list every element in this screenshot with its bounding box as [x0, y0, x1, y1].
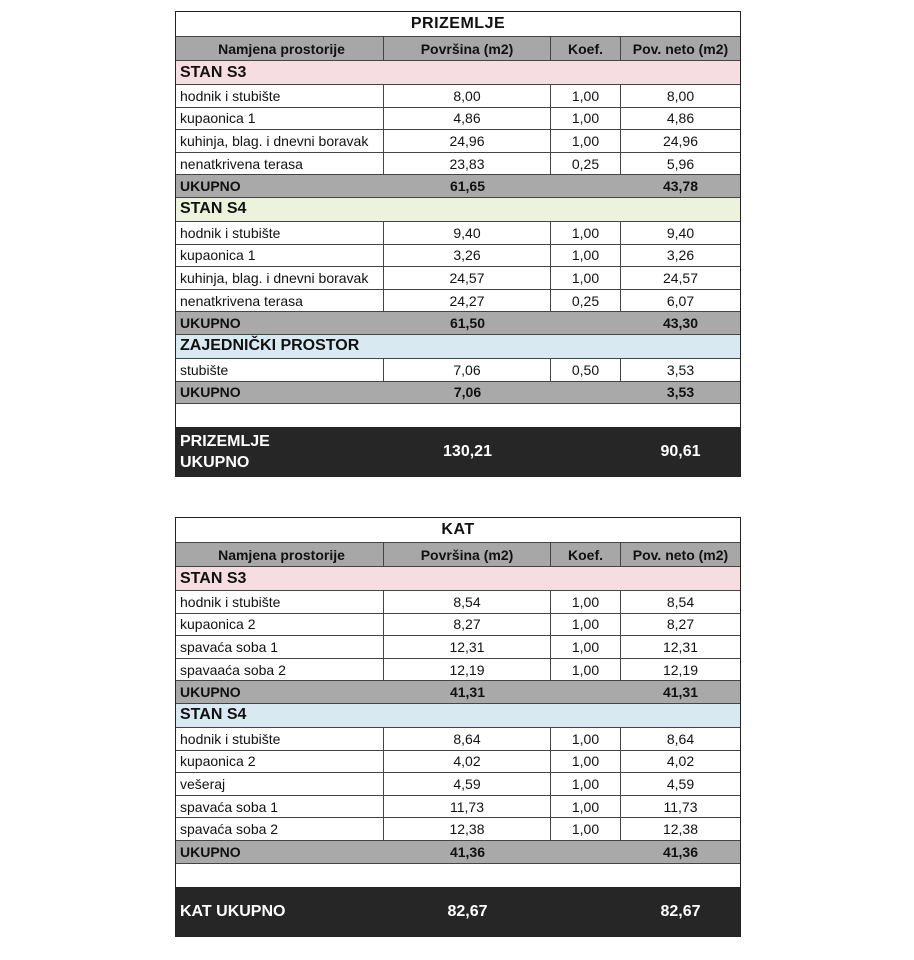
- table-row: [176, 289, 740, 312]
- cell-coef: 1,00: [551, 614, 621, 636]
- cell-area: 11,73: [384, 796, 551, 818]
- cell-coef: 1,00: [551, 245, 621, 267]
- total-label: UKUPNO: [180, 684, 241, 701]
- total-net: 3,53: [666, 384, 695, 401]
- total-row: [176, 381, 740, 404]
- total-label: UKUPNO: [180, 843, 241, 860]
- col-header-net: Pov. neto (m2): [632, 546, 729, 563]
- table-title: KAT: [176, 517, 740, 542]
- total-area: 41,31: [449, 684, 486, 701]
- cell-name: kupaonica 2: [176, 614, 384, 636]
- col-header-area: Površina (m2): [384, 543, 551, 566]
- table-row: [176, 795, 740, 818]
- cell-name: kuhinja, blag. i dnevni boravak: [176, 267, 384, 289]
- grand-total-label-line1: PRIZEMLJE: [180, 433, 270, 451]
- cell-name: nenatkrivena terasa: [176, 290, 384, 312]
- total-coef-empty: [551, 841, 621, 863]
- total-area: 41,36: [449, 843, 486, 860]
- cell-name: spavaća soba 1: [176, 636, 384, 658]
- col-header-name: Namjena prostorije: [176, 37, 384, 60]
- grand-total-row: [176, 427, 740, 477]
- total-net: 43,30: [662, 315, 699, 332]
- cell-area: 8,00: [384, 85, 551, 107]
- cell-area: 9,40: [384, 222, 551, 244]
- grand-total-area: 82,67: [447, 902, 488, 920]
- cell-area: 4,86: [384, 108, 551, 130]
- cell-name: hodnik i stubište: [176, 222, 384, 244]
- table-row: [176, 590, 740, 613]
- total-label: UKUPNO: [180, 384, 241, 401]
- cell-net: 24,96: [662, 132, 699, 149]
- spacer-row: [176, 403, 740, 427]
- cell-coef: 1,00: [551, 85, 621, 107]
- cell-name: spavaća soba 1: [176, 796, 384, 818]
- total-net: 41,31: [662, 684, 699, 701]
- cell-net: 24,57: [662, 269, 699, 286]
- cell-net: 3,26: [666, 247, 695, 264]
- cell-name: hodnik i stubište: [176, 591, 384, 613]
- cell-net: 4,59: [666, 775, 695, 792]
- prizemlje-table: [175, 11, 741, 477]
- col-header-net: Pov. neto (m2): [632, 40, 729, 57]
- cell-net: 6,07: [666, 292, 695, 309]
- table-row: [176, 152, 740, 175]
- cell-name: nenatkrivena terasa: [176, 153, 384, 175]
- header-row: [176, 542, 740, 566]
- cell-area: 23,83: [384, 153, 551, 175]
- cell-area: 24,96: [384, 130, 551, 152]
- total-row: [176, 680, 740, 703]
- cell-net: 12,19: [662, 661, 699, 678]
- cell-name: spavaća soba 2: [176, 818, 384, 840]
- cell-name: spavaaća soba 2: [176, 659, 384, 681]
- cell-net: 12,38: [662, 821, 699, 838]
- total-coef-empty: [551, 312, 621, 334]
- table-row: [176, 750, 740, 773]
- cell-coef: 0,25: [551, 153, 621, 175]
- cell-area: 4,02: [384, 751, 551, 773]
- cell-net: 8,64: [666, 730, 695, 747]
- col-header-coef: Koef.: [551, 543, 621, 566]
- cell-area: 24,57: [384, 267, 551, 289]
- grand-total-label: KAT UKUPNO: [180, 903, 286, 921]
- cell-net: 8,00: [666, 87, 695, 104]
- cell-area: 12,31: [384, 636, 551, 658]
- cell-name: kupaonica 2: [176, 751, 384, 773]
- cell-coef: 1,00: [551, 108, 621, 130]
- total-area: 61,50: [449, 315, 486, 332]
- section-title: ZAJEDNIČKI PROSTOR: [176, 334, 740, 358]
- cell-name: hodnik i stubište: [176, 85, 384, 107]
- cell-coef: 1,00: [551, 267, 621, 289]
- cell-coef: 1,00: [551, 773, 621, 795]
- table-row: [176, 658, 740, 681]
- grand-total-net: 82,67: [660, 902, 701, 920]
- grand-total-label-line2: UKUPNO: [180, 454, 250, 472]
- col-header-name: Namjena prostorije: [176, 543, 384, 566]
- table-row: [176, 635, 740, 658]
- table-row: [176, 84, 740, 107]
- total-label: UKUPNO: [180, 315, 241, 332]
- cell-name: kupaonica 1: [176, 245, 384, 267]
- table-row: [176, 129, 740, 152]
- table-row: [176, 727, 740, 750]
- total-row: [176, 840, 740, 863]
- grand-total-row: [176, 887, 740, 937]
- cell-area: 8,27: [384, 614, 551, 636]
- cell-coef: 1,00: [551, 659, 621, 681]
- cell-area: 24,27: [384, 290, 551, 312]
- total-row: [176, 311, 740, 334]
- total-row: [176, 174, 740, 197]
- header-row: [176, 36, 740, 60]
- table-row: [176, 107, 740, 130]
- cell-coef: 0,50: [551, 359, 621, 381]
- cell-coef: 1,00: [551, 591, 621, 613]
- table-row: [176, 613, 740, 636]
- total-coef-empty: [551, 175, 621, 197]
- cell-net: 11,73: [663, 798, 698, 815]
- col-header-area: Površina (m2): [384, 37, 551, 60]
- table-row: [176, 244, 740, 267]
- total-area: 61,65: [449, 178, 486, 195]
- cell-name: kupaonica 1: [176, 108, 384, 130]
- cell-coef: 1,00: [551, 751, 621, 773]
- col-header-coef: Koef.: [551, 37, 621, 60]
- total-label: UKUPNO: [180, 178, 241, 195]
- cell-area: 7,06: [384, 359, 551, 381]
- cell-coef: 0,25: [551, 290, 621, 312]
- cell-net: 5,96: [666, 155, 695, 172]
- total-net: 41,36: [662, 843, 699, 860]
- cell-area: 8,64: [384, 728, 551, 750]
- cell-name: hodnik i stubište: [176, 728, 384, 750]
- cell-coef: 1,00: [551, 222, 621, 244]
- cell-net: 8,27: [666, 616, 695, 633]
- table-row: [176, 817, 740, 840]
- spacer-row: [176, 863, 740, 887]
- grand-total-label: [176, 431, 384, 473]
- cell-coef: 1,00: [551, 796, 621, 818]
- cell-area: 3,26: [384, 245, 551, 267]
- cell-area: 12,19: [384, 659, 551, 681]
- cell-coef: 1,00: [551, 130, 621, 152]
- cell-net: 9,40: [666, 224, 695, 241]
- table-row: [176, 772, 740, 795]
- kat-table: [175, 517, 741, 937]
- total-area: 7,06: [453, 384, 482, 401]
- total-net: 43,78: [662, 178, 699, 195]
- section-title: STAN S3: [176, 60, 740, 84]
- total-coef-empty: [551, 382, 621, 404]
- cell-area: 12,38: [384, 818, 551, 840]
- cell-net: 4,02: [666, 753, 695, 770]
- cell-name: stubište: [176, 359, 384, 381]
- cell-net: 8,54: [666, 593, 695, 610]
- grand-total-net: 90,61: [660, 443, 701, 461]
- cell-net: 4,86: [666, 110, 695, 127]
- cell-coef: 1,00: [551, 818, 621, 840]
- cell-net: 12,31: [662, 638, 699, 655]
- cell-coef: 1,00: [551, 728, 621, 750]
- cell-name: kuhinja, blag. i dnevni boravak: [176, 130, 384, 152]
- cell-area: 8,54: [384, 591, 551, 613]
- total-coef-empty: [551, 681, 621, 703]
- cell-area: 4,59: [384, 773, 551, 795]
- section-title: STAN S4: [176, 703, 740, 727]
- table-row: [176, 266, 740, 289]
- section-title: STAN S3: [176, 566, 740, 590]
- table-title: PRIZEMLJE: [176, 11, 740, 36]
- table-row: [176, 221, 740, 244]
- cell-net: 3,53: [666, 361, 695, 378]
- cell-name: vešeraj: [176, 773, 384, 795]
- table-row: [176, 358, 740, 381]
- cell-coef: 1,00: [551, 636, 621, 658]
- section-title: STAN S4: [176, 197, 740, 221]
- grand-total-area: 130,21: [443, 443, 492, 461]
